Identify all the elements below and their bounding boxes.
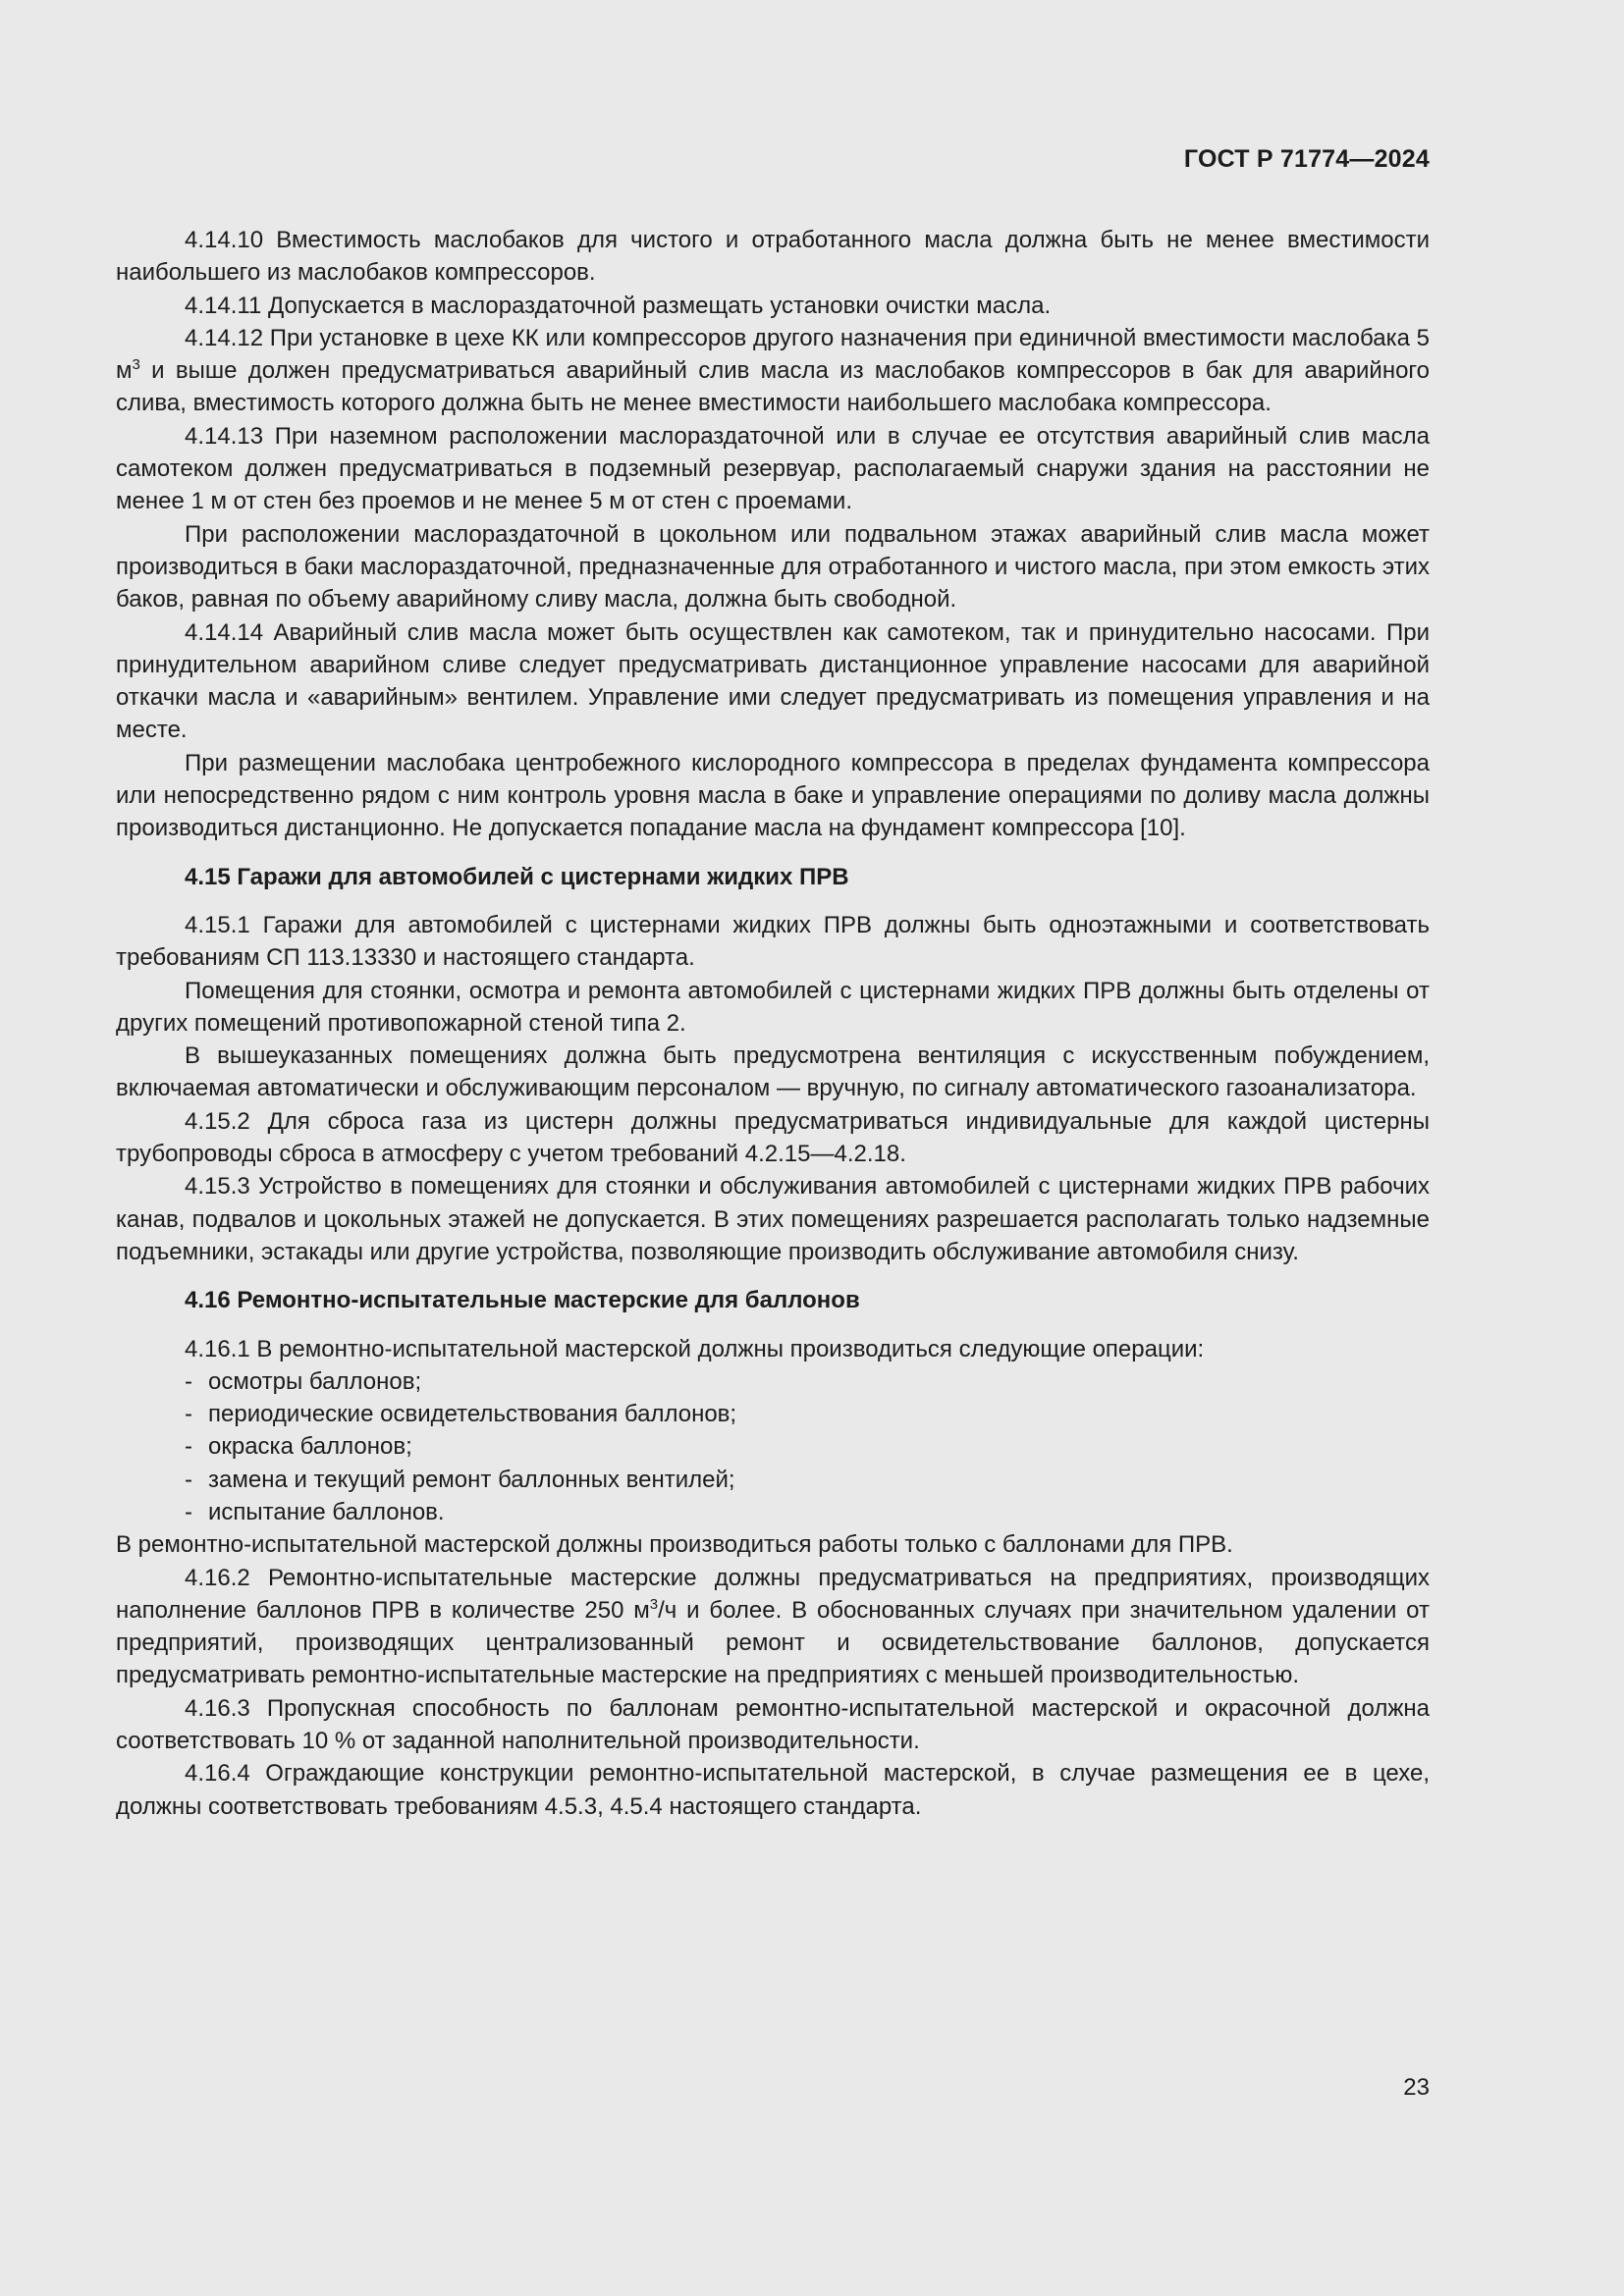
paragraph-parking-rooms: Помещения для стоянки, осмотра и ремонта автомобилей с цистернами жидких ПРВ должны быть отделены от других помещений противопожарной стеной типа 2. <box>116 977 1430 1037</box>
paragraph-4-15-2: 4.15.2 Для сброса газа из цистерн должны предусматриваться индивидуальные для каждой цистерны трубопроводы сброса в атмосферу с учетом требований 4.2.15—4.2.18. <box>116 1107 1430 1168</box>
list-item <box>185 1398 1430 1430</box>
paragraph-4-15-3: 4.15.3 Устройство в помещениях для стоянки и обслуживания автомобилей с цистернами жидких ПРВ рабочих канав, подвалов и цокольных этажей не допускается. В этих помещениях разрешается располагать только надземные подъемники, эстакады или другие устройства, позволяющие производить обслуживание автомобиля снизу. <box>116 1173 1430 1265</box>
list-item-text: периодические освидетельствования баллонов; <box>208 1401 737 1428</box>
section-heading-4-15: 4.15 Гаражи для автомобилей с цистернами жидких ПРВ <box>185 863 849 890</box>
paragraph-4-14-10: 4.14.10 Вместимость маслобаков для чистого и отработанного масла должна быть не менее вместимости наибольшего из маслобаков компрессоров. <box>116 227 1430 287</box>
paragraph-prv-only: В ремонтно-испытательной мастерской должны производиться работы только с баллонами для ПРВ. <box>116 1531 1233 1559</box>
list-item-text: замена и текущий ремонт баллонных вентилей; <box>208 1466 735 1493</box>
paragraph-4-16-4: 4.16.4 Ограждающие конструкции ремонтно-испытательной мастерской, в случае размещения ее в цехе, должны соответствовать требованиям 4.5.3, 4.5.4 настоящего стандарта. <box>116 1760 1430 1820</box>
superscript: 3 <box>132 356 140 374</box>
paragraph-text: 4.16.2 Ремонтно-испытательные мастерские должны предусматриваться на предприятиях, производящих наполнение баллонов ПРВ в количестве 250 м <box>116 1564 1430 1624</box>
paragraph-text: и выше должен предусматриваться аварийный слив масла из маслобаков компрессоров в бак для аварийного слива, вместимость которого должна быть не менее вместимости наибольшего маслобака компрессора. <box>116 357 1430 417</box>
paragraph-4-16-2 <box>116 1562 1430 1692</box>
document-body <box>116 224 1430 1823</box>
paragraph-4-14-13: 4.14.13 При наземном расположении маслораздаточной или в случае ее отсутствия аварийный слив масла самотеком должен предусматриваться в подземный резервуар, располагаемый снаружи здания на расстоянии не менее 1 м от стен без проемов и не менее 5 м от стен с проемами. <box>116 422 1430 515</box>
paragraph-text: /ч и более. В обоснованных случаях при значительном удалении от предприятий, производящих централизованный ремонт и освидетельствование баллонов, допускается предусматривать ремонтно-испытательные мастерские на предприятиях с меньшей производительностью. <box>116 1596 1430 1689</box>
paragraph-basement-drain: При расположении маслораздаточной в цокольном или подвальном этажах аварийный слив масла может производиться в баки маслораздаточной, предназначенные для отработанного и чистого масла, при этом емкость этих баков, равная по объему аварийному сливу масла, должна быть свободной. <box>116 520 1430 614</box>
paragraph-4-14-12 <box>116 322 1430 420</box>
paragraph-4-16-3: 4.16.3 Пропускная способность по баллонам ремонтно-испытательной мастерской и окрасочной должна соответствовать 10 % от заданной наполнительной производительности. <box>116 1694 1430 1755</box>
list-item <box>185 1365 1430 1398</box>
list-dash: - <box>185 1367 192 1395</box>
list-item-text: окраска баллонов; <box>208 1433 412 1461</box>
superscript: 3 <box>649 1595 659 1613</box>
paragraph-4-15-1: 4.15.1 Гаражи для автомобилей с цистернами жидких ПРВ должны быть одноэтажными и соответствовать требованиям СП 113.13330 и настоящего стандарта. <box>116 911 1430 972</box>
list-item <box>185 1496 1430 1528</box>
page-number: 23 <box>1403 2074 1430 2101</box>
paragraph-4-16-1: 4.16.1 В ремонтно-испытательной мастерской должны производиться следующие операции: <box>185 1335 1205 1362</box>
list-item <box>185 1464 1430 1496</box>
paragraph-oil-tank-placement: При размещении маслобака центробежного кислородного компрессора в пределах фундамента компрессора или непосредственно рядом с ним контроль уровня масла в баке и управление операциями по доливу масла должны производиться дистанционно. Не допускается попадание масла на фундамент компрессора [10]. <box>116 749 1430 842</box>
list-item-text: испытание баллонов. <box>208 1498 445 1525</box>
list-dash: - <box>185 1466 192 1493</box>
list-dash: - <box>185 1498 192 1525</box>
paragraph-ventilation: В вышеуказанных помещениях должна быть предусмотрена вентиляция с искусственным побуждением, включаемая автоматически и обслуживающим персоналом — вручную, по сигналу автоматического газоанализатора. <box>116 1042 1430 1102</box>
paragraph-4-14-11: 4.14.11 Допускается в маслораздаточной размещать установки очистки масла. <box>185 292 1052 319</box>
section-heading-4-16: 4.16 Ремонтно-испытательные мастерские для баллонов <box>185 1287 860 1314</box>
list-item <box>185 1430 1430 1463</box>
list-dash: - <box>185 1401 192 1428</box>
paragraph-4-14-14: 4.14.14 Аварийный слив масла может быть осуществлен как самотеком, так и принудительно насосами. При принудительном аварийном сливе следует предусматривать дистанционное управление насосами для аварийной откачки масла и «аварийным» вентилем. Управление ими следует предусматривать из помещения управления и на месте. <box>116 618 1430 744</box>
list-item-text: осмотры баллонов; <box>208 1367 422 1395</box>
paragraph-text: 4.14.12 При установке в цехе КК или компрессоров другого назначения при единичной вместимости маслобака 5 м <box>116 324 1430 385</box>
document-header: ГОСТ Р 71774—2024 <box>1183 145 1430 173</box>
list-dash: - <box>185 1433 192 1461</box>
